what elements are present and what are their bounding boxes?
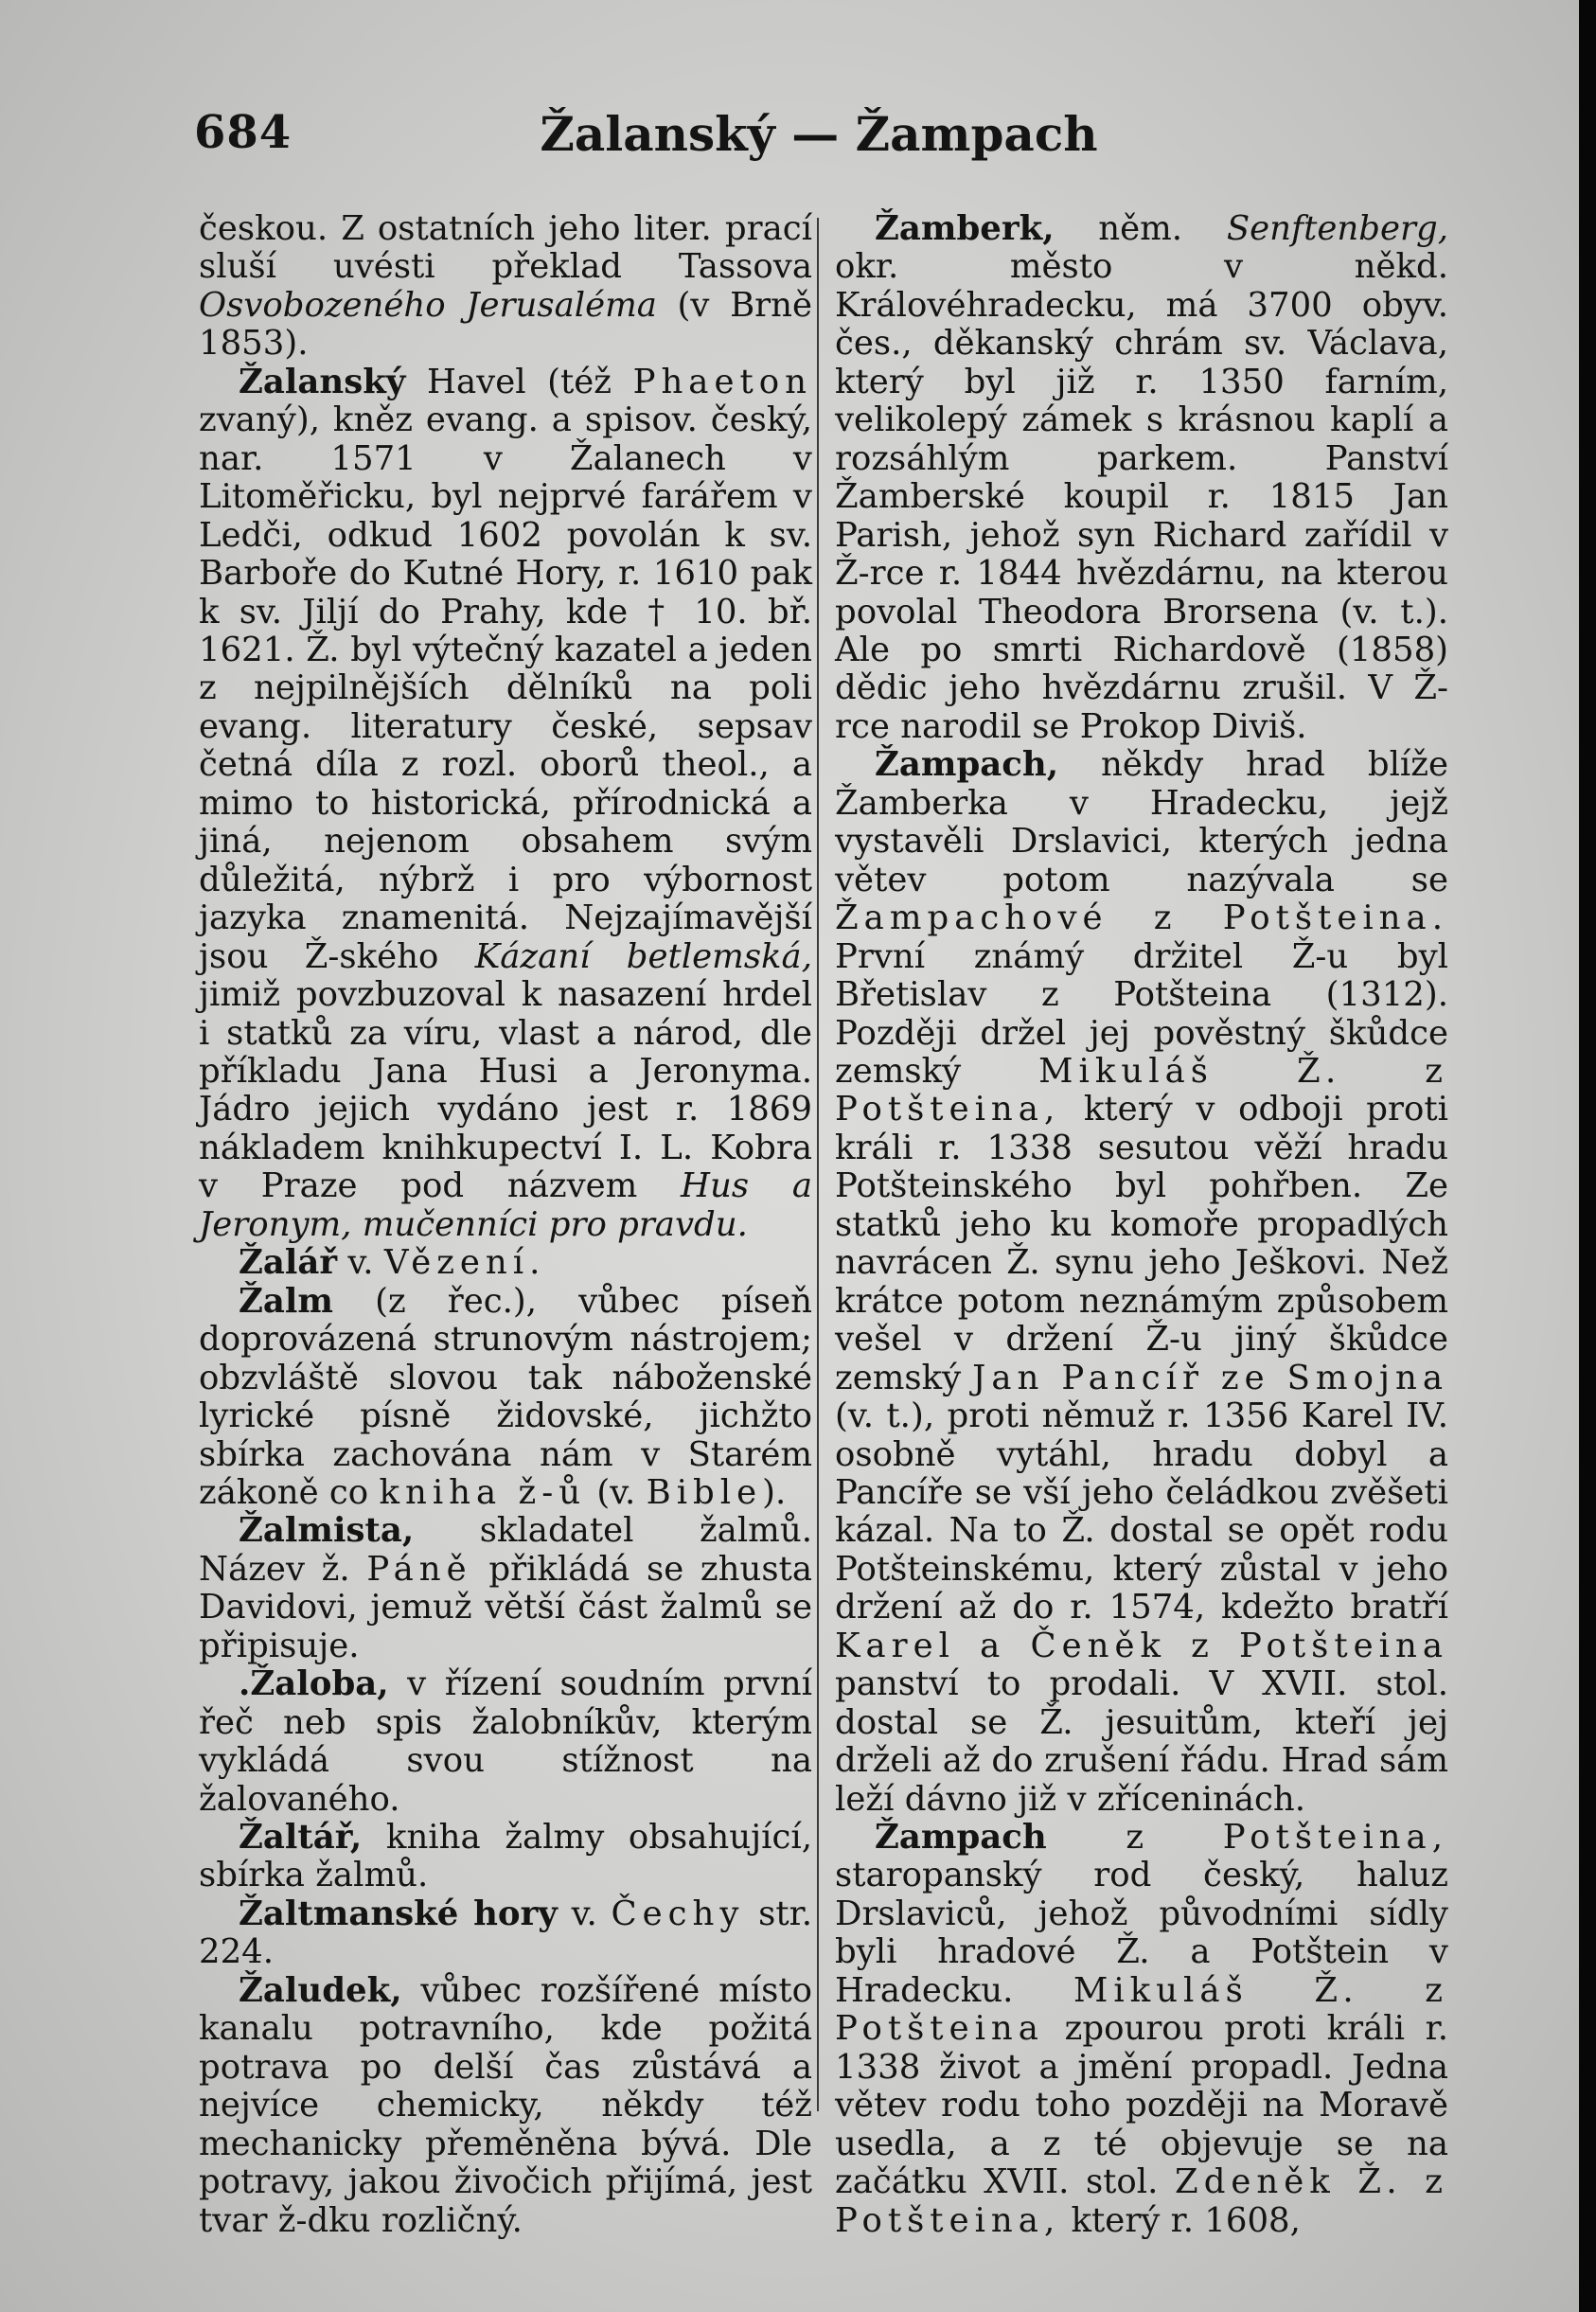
dictionary-entry (199, 1895, 812, 1972)
entry-text: vůbec rozšířené místo kanalu potravního, kde požitá potrava po delší čas zůstává a nejvíce chemicky, někdy též mechanicky přeměněna bývá. Dle potravy, jakou živočich přijímá, jest tvar ž-dku rozličný. (199, 1970, 812, 2240)
entry-text: (v. t.), proti němuž r. 1356 Karel IV. osobně vytáhl, hradu dobyl a Pancíře se vší jeho čeládkou zvěšeti kázal. Na to Ž. dostal se opět rodu Potšteinskému, který zůstal v jeho držení až do r. 1574, kdežto bratří (835, 1396, 1448, 1627)
entry-text: Vězení. (383, 1243, 546, 1283)
dictionary-entry (199, 1819, 812, 1895)
entry-text: Mikuláš Ž. z Potšteina, (835, 1051, 1448, 1129)
entry-text: Zdeněk Ž. z Potšteina, (835, 2162, 1448, 2240)
entry-text: Hus a Jeronym, mučenníci pro pravdu. (199, 1166, 812, 1244)
entry-headword: Žalanský (239, 362, 406, 401)
entry-text: Havel (též (405, 362, 633, 401)
entry-text: kniha žalmy obsahující, sbírka žalmů. (199, 1818, 812, 1895)
entry-text: staropanský rod český, haluz Drslaviců, jehož původními sídly byli hradové Ž. a Potštein v Hradecku. (835, 1856, 1448, 2010)
entry-text: který v odboji proti králi r. 1338 sesutou věží hradu Potšteinského byl pohřben. Ze statků jeho ku komoře propadlých navrácen Ž. synu jeho Ješkovi. Než krátce potom neznámým způsobem vešel v držení Ž-u jiný škůdce zemský (835, 1090, 1448, 1397)
scan-border (1579, 0, 1596, 2312)
page-header (194, 106, 1444, 172)
entry-text: něm. (1054, 209, 1227, 248)
entry-text: který r. 1608, (1060, 2200, 1301, 2240)
entry-text: panství to prodali. V XVII. stol. dostal se Ž. jesuitům, kteří jej drželi až do zrušení řádu. Hrad sám leží dávno již v zříceninách. (835, 1664, 1448, 1819)
running-head: Žalanský — Žampach (540, 106, 1098, 162)
entry-text: Senftenberg, (1226, 209, 1448, 248)
entry-text: Potšteina, (1222, 1818, 1448, 1858)
dictionary-entry (835, 1819, 1448, 2240)
entry-text: Osvobozeného Jerusaléma (199, 285, 657, 325)
entry-text: Žampachové z Potšteina. (835, 898, 1448, 938)
entry-text: Mikuláš Ž. z Potšteina (835, 1970, 1448, 2049)
entry-headword: Žalář (239, 1243, 338, 1283)
entry-text: z (1046, 1818, 1223, 1858)
dictionary-entry (199, 210, 812, 364)
entry-text: v. (337, 1243, 384, 1283)
entry-headword: Žampach, (875, 745, 1059, 785)
dictionary-entry (199, 1283, 812, 1513)
entry-text: Karel a Čeněk z Potšteina (835, 1626, 1448, 1665)
right-column (835, 210, 1448, 2240)
entry-text: přikládá se zhusta Davidovi, jemuž větší část žalmů se připisuje. (199, 1549, 812, 1665)
entry-text: jimiž povzbuzoval k nasazení hrdel i statků za víru, vlast a národ, dle příkladu Jana Husi a Jeronyma. Jádro jejich vydáno jest r. 1869 nákladem knihkupectví I. L. Kobra v Praze pod názvem (199, 975, 812, 1206)
entry-text: skladatel žalmů. Název ž. (199, 1511, 812, 1589)
entry-headword: Žalmista, (239, 1511, 415, 1551)
entry-text: Phaeton (632, 362, 812, 401)
entry-headword: .Žaloba, (239, 1664, 389, 1704)
dictionary-entry (199, 1665, 812, 1819)
entry-text: (v. (586, 1472, 647, 1512)
dictionary-entry (199, 1512, 812, 1665)
dictionary-entry (199, 1244, 812, 1282)
entry-text: někdy hrad blíže Žamberka v Hradecku, jejž vystavěli Drslavici, kterých jedna větev potom nazývala se (835, 745, 1448, 899)
entry-text: Čechy (611, 1894, 745, 1933)
entry-headword: Žampach (875, 1818, 1047, 1858)
left-column (199, 210, 812, 2240)
column-divider (817, 218, 819, 2111)
entry-text: První známý držitel Ž-u byl Břetislav z Potšteina (1312). Později držel jej pověstný škůdce zemský (835, 936, 1448, 1091)
entry-text: zvaný), kněz evang. a spisov. český, nar. 1571 v Žalanech v Litoměřicku, byl nejprvé farářem v Ledči, odkud 1602 povolán k sv. Barboře do Kutné Hory, r. 1610 pak k sv. Jiljí do Prahy, kde † 10. bř. 1621. Ž. byl výtečný kazatel a jeden z nejpilnějších dělníků na poli evang. literatury české, sepsav četná díla z rozl. oborů theol., a mimo to historická, přírodnická a jiná, nejenom obsahem svým důležitá, nýbrž i pro výbornost jazyka znamenitá. Nejzajímavější jsou Ž-ského (199, 400, 812, 976)
entry-text: českou. Z ostatních jeho liter. prací sluší uvésti překlad Tassova (199, 209, 812, 287)
entry-text: kniha ž-ů (379, 1472, 587, 1512)
entry-text: (v Brně 1853). (199, 285, 812, 364)
entry-text: v. (557, 1894, 612, 1933)
entry-text: str. 224. (199, 1894, 812, 1972)
entry-text: zpourou proti králi r. 1338 život a jmění propadl. Jedna větev rodu toho později na Moravě usedla, a z té objevuje se na začátku XVII. stol. (835, 2009, 1448, 2202)
entry-headword: Žalm (239, 1281, 333, 1321)
page-number: 684 (194, 106, 293, 159)
entry-text: Bible (646, 1472, 763, 1512)
entry-text: ). (762, 1472, 787, 1512)
dictionary-entry (835, 746, 1448, 1819)
dictionary-entry (199, 1972, 812, 2240)
entry-text: Kázaní betlemská, (474, 936, 812, 976)
entry-text: (z řec.), vůbec píseň doprovázená strunovým nástrojem; obzvláště slovou tak náboženské lyrické písně židovské, jichžto sbírka zachována nám v Starém zákoně co (199, 1281, 812, 1512)
entry-headword: Žamberk, (875, 209, 1055, 248)
entry-headword: Žaltář, (239, 1818, 363, 1858)
entry-text: Páně (366, 1549, 472, 1589)
dictionary-entry (835, 210, 1448, 746)
entry-text: v řízení soudním první řeč neb spis žalobníkův, kterým vykládá svou stížnost na žalovaného. (199, 1664, 812, 1819)
entry-headword: Žaludek, (239, 1970, 402, 2010)
entry-text: okr. město v někd. Královéhradecku, má 3700 obyv. čes., děkanský chrám sv. Václava, který byl již r. 1350 farním, velikolepý zámek s krásnou kaplí a rozsáhlým parkem. Panství Žamberské koupil r. 1815 Jan Parish, jehož syn Richard zařídil v Ž-rce r. 1844 hvězdárnu, na kterou povolal Theodora Brorsena (v. t.). Ale po smrti Richardově (1858) dědic jeho hvězdárnu zrušil. V Ž-rce narodil se Prokop Diviš. (835, 247, 1448, 746)
entry-headword: Žaltmanské hory (239, 1894, 558, 1933)
entry-text: Jan Pancíř ze Smojna (972, 1358, 1448, 1397)
dictionary-entry (199, 364, 812, 1244)
